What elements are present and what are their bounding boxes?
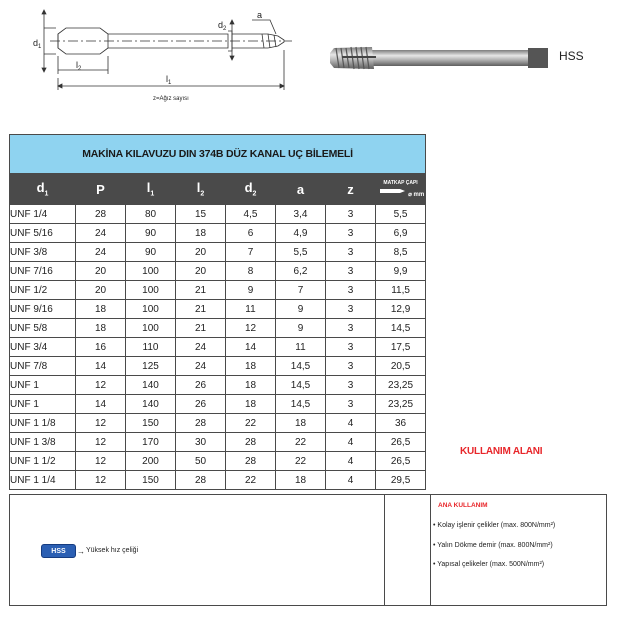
table-cell: 14,5: [376, 319, 426, 338]
table-cell: 22: [276, 452, 326, 471]
table-cell: 21: [176, 319, 226, 338]
table-cell: 12: [76, 376, 126, 395]
table-cell: 3: [326, 243, 376, 262]
drill-diameter-header: [376, 174, 426, 205]
table-cell: 24: [76, 243, 126, 262]
table-cell: 3: [326, 319, 376, 338]
table-cell: 7: [276, 281, 326, 300]
material-label: HSS: [559, 49, 584, 63]
table-cell: 22: [276, 433, 326, 452]
table-cell: 4: [326, 414, 376, 433]
table-cell: 9,9: [376, 262, 426, 281]
a-label: a: [257, 10, 263, 20]
table-cell: UNF 5/16: [10, 224, 76, 243]
table-cell: 18: [226, 357, 276, 376]
table-cell: UNF 1/4: [10, 205, 76, 224]
table-cell: 4: [326, 452, 376, 471]
main-usage-title: ANA KULLANIM: [438, 502, 488, 509]
table-cell: UNF 1: [10, 376, 76, 395]
table-row: [10, 243, 426, 262]
table-cell: 22: [226, 471, 276, 490]
table-body: [10, 205, 426, 490]
table-cell: 20: [176, 243, 226, 262]
table-cell: 11,5: [376, 281, 426, 300]
arrow-right-icon: →: [77, 547, 85, 556]
table-cell: 30: [176, 433, 226, 452]
table-title: MAKİNA KILAVUZU DIN 374B DÜZ KANAL UÇ BİLEMELİ: [10, 135, 426, 174]
hss-description: Yüksek hız çeliği: [86, 547, 139, 554]
table-cell: 6,9: [376, 224, 426, 243]
table-cell: 28: [226, 452, 276, 471]
table-cell: 22: [226, 414, 276, 433]
table-cell: 150: [126, 471, 176, 490]
header-cell: $l_2$: [176, 174, 226, 205]
l1-label: $l_1$: [166, 74, 172, 86]
table-row: [10, 395, 426, 414]
table-cell: 3: [326, 281, 376, 300]
table-cell: 9: [226, 281, 276, 300]
table-cell: 7: [226, 243, 276, 262]
spec-table: [9, 134, 426, 490]
table-cell: 26,5: [376, 433, 426, 452]
table-cell: 23,25: [376, 395, 426, 414]
table-cell: 18: [276, 414, 326, 433]
technical-drawing: [0, 0, 310, 120]
table-cell: 3: [326, 395, 376, 414]
table-cell: 4,5: [226, 205, 276, 224]
drawing-caption: z=Ağız sayısı: [153, 96, 189, 102]
table-cell: 8,5: [376, 243, 426, 262]
table-cell: 18: [276, 471, 326, 490]
table-cell: 6: [226, 224, 276, 243]
table-cell: 110: [126, 338, 176, 357]
table-cell: 14,5: [276, 395, 326, 414]
table-cell: 3,4: [276, 205, 326, 224]
header-cell: $d_2$: [226, 174, 276, 205]
table-cell: 4,9: [276, 224, 326, 243]
drill-diameter-caption: MATKAP ÇAPI: [383, 180, 418, 186]
table-cell: UNF 1 3/8: [10, 433, 76, 452]
table-cell: UNF 1 1/2: [10, 452, 76, 471]
table-cell: UNF 1 1/4: [10, 471, 76, 490]
table-row: [10, 205, 426, 224]
d1-label: $d_1$: [33, 38, 42, 50]
table-cell: 12: [76, 452, 126, 471]
table-cell: 26: [176, 395, 226, 414]
table-cell: 21: [176, 281, 226, 300]
table-cell: 24: [176, 357, 226, 376]
box-divider: [430, 494, 431, 606]
usage-item: • Kolay işlenir çelikler (max. 800N/mm²): [433, 522, 556, 529]
table-row: [10, 338, 426, 357]
table-cell: 36: [376, 414, 426, 433]
table-cell: 12,9: [376, 300, 426, 319]
table-row: [10, 414, 426, 433]
table-cell: 16: [76, 338, 126, 357]
table-cell: 50: [176, 452, 226, 471]
table-cell: 100: [126, 281, 176, 300]
table-cell: 5,5: [376, 205, 426, 224]
table-cell: UNF 3/8: [10, 243, 76, 262]
table-cell: 5,5: [276, 243, 326, 262]
table-cell: 21: [176, 300, 226, 319]
table-cell: 20: [176, 262, 226, 281]
table-cell: 12: [76, 414, 126, 433]
table-cell: UNF 1 1/8: [10, 414, 76, 433]
table-row: [10, 433, 426, 452]
table-cell: 26,5: [376, 452, 426, 471]
table-cell: 20: [76, 262, 126, 281]
table-cell: 24: [176, 338, 226, 357]
table-row: [10, 281, 426, 300]
table-cell: 28: [176, 414, 226, 433]
header-cell: P: [76, 174, 126, 205]
table-cell: 15: [176, 205, 226, 224]
table-cell: 8: [226, 262, 276, 281]
table-cell: UNF 1: [10, 395, 76, 414]
table-cell: 3: [326, 357, 376, 376]
drill-icon: [377, 186, 407, 196]
table-cell: 18: [176, 224, 226, 243]
table-cell: 12: [226, 319, 276, 338]
table-cell: 9: [276, 319, 326, 338]
usage-area-title: KULLANIM ALANI: [460, 446, 543, 457]
table-cell: 12: [76, 433, 126, 452]
table-header-row: [10, 174, 426, 205]
table-cell: UNF 1/2: [10, 281, 76, 300]
table-cell: 18: [226, 376, 276, 395]
table-cell: 90: [126, 224, 176, 243]
table-cell: 125: [126, 357, 176, 376]
table-cell: 80: [126, 205, 176, 224]
table-row: [10, 262, 426, 281]
header-cell: $l_1$: [126, 174, 176, 205]
usage-item: • Yapısal çelikeler (max. 500N/mm²): [433, 561, 545, 568]
table-cell: 17,5: [376, 338, 426, 357]
table-cell: 28: [176, 471, 226, 490]
header-cell: a: [276, 174, 326, 205]
table-cell: 11: [226, 300, 276, 319]
table-cell: 14,5: [276, 376, 326, 395]
table-cell: 140: [126, 395, 176, 414]
table-cell: 3: [326, 300, 376, 319]
table-cell: 12: [76, 471, 126, 490]
header-cell: $d_1$: [10, 174, 76, 205]
table-row: [10, 471, 426, 490]
table-cell: 29,5: [376, 471, 426, 490]
table-cell: 150: [126, 414, 176, 433]
table-cell: 100: [126, 262, 176, 281]
table-cell: 3: [326, 262, 376, 281]
table-cell: UNF 3/4: [10, 338, 76, 357]
table-cell: 20: [76, 281, 126, 300]
table-row: [10, 452, 426, 471]
table-cell: UNF 7/8: [10, 357, 76, 376]
table-cell: 28: [226, 433, 276, 452]
table-row: [10, 376, 426, 395]
table-cell: 140: [126, 376, 176, 395]
table-cell: 18: [76, 319, 126, 338]
table-cell: UNF 5/8: [10, 319, 76, 338]
d2-label: $d_2$: [218, 20, 227, 32]
table-cell: 3: [326, 224, 376, 243]
usage-item: • Yalın Dökme demir (max. 800N/mm²): [433, 542, 553, 549]
table-cell: 23,25: [376, 376, 426, 395]
table-cell: 200: [126, 452, 176, 471]
table-cell: 4: [326, 433, 376, 452]
table-cell: 18: [226, 395, 276, 414]
table-cell: 14: [226, 338, 276, 357]
table-cell: 14: [76, 395, 126, 414]
tap-product-image: [328, 40, 550, 76]
table-cell: 18: [76, 300, 126, 319]
table-cell: 28: [76, 205, 126, 224]
diameter-unit: ⌀ mm: [408, 192, 425, 198]
table-row: [10, 319, 426, 338]
table-cell: 20,5: [376, 357, 426, 376]
table-cell: 90: [126, 243, 176, 262]
table-row: [10, 300, 426, 319]
table-cell: 24: [76, 224, 126, 243]
table-cell: 14: [76, 357, 126, 376]
table-cell: 170: [126, 433, 176, 452]
l2-label: $l_2$: [76, 60, 82, 72]
table-cell: UNF 7/16: [10, 262, 76, 281]
table-cell: 11: [276, 338, 326, 357]
box-divider: [384, 494, 385, 606]
table-cell: 3: [326, 338, 376, 357]
table-cell: 100: [126, 300, 176, 319]
table-cell: 3: [326, 376, 376, 395]
table-cell: 100: [126, 319, 176, 338]
table-cell: 9: [276, 300, 326, 319]
table-row: [10, 357, 426, 376]
table-cell: UNF 9/16: [10, 300, 76, 319]
hss-badge: HSS: [41, 544, 76, 558]
table-row: [10, 224, 426, 243]
table-cell: 4: [326, 471, 376, 490]
header-cell: z: [326, 174, 376, 205]
table-cell: 14,5: [276, 357, 326, 376]
table-cell: 3: [326, 205, 376, 224]
table-cell: 26: [176, 376, 226, 395]
table-cell: 6,2: [276, 262, 326, 281]
